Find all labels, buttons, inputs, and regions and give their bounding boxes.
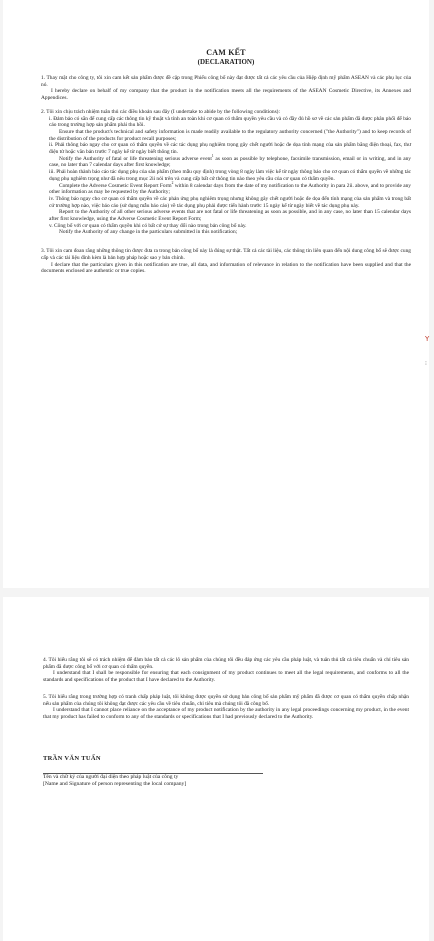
section-3: [41, 248, 411, 275]
signature-caption-en: [Name and Signature of person representing the local company]: [43, 780, 187, 787]
signature-caption-vi: Tên và chữ ký của người đại diện theo pháp luật của công ty: [43, 773, 179, 780]
item-v-vi: v. Công bố với cơ quan có thẩm quyền khi có bất cứ sự thay đổi nào trong bản công bố này.: [49, 222, 247, 229]
document-subtitle: (DECLARATION): [197, 58, 255, 66]
item-ii-en-b: as soon as possible by telephone, facsimile transmission, email or in writing, and in any case, no later than 7 calendar days after first knowledge;: [49, 155, 411, 169]
item-i-vi: i. Đảm bảo có sẵn để cung cấp các thông tin kỹ thuật và tính an toàn khi cơ quan có thẩm quyền yêu cầu và có đầy đủ hồ sơ về các sản phẩm đã được phân phối để báo cáo trong trường hợp sản phẩm phải thu hồi.: [49, 115, 411, 129]
footnote-ref-1: 1: [211, 153, 214, 158]
item-v-en: Notify the Authority of any change in the particulars submitted in this notification;: [59, 229, 238, 236]
item-iv-en: Report to the Authority of all other serious adverse events that are not fatal or life threatening as soon as possible, and in any case, no later than 15 calendar days after first knowledge, using the Adverse Cosmetic Event Report Form;: [49, 209, 411, 223]
item-ii-en: [49, 153, 411, 169]
item-ii-en-a: Notify the Authority of fatal or life threatening serious adverse event: [59, 155, 212, 162]
item-iii-en-a: Complete the Adverse Cosmetic Event Report Form: [59, 182, 172, 189]
section-4-en: I understand that I shall be responsible for ensuring that each consignment of my product continues to meet all the legal requirements, and conforms to all the standards and specifications of the product that I have declared to the Authority.: [43, 670, 409, 684]
item-iii-vi: iii. Phải hoàn thành báo cáo tác dụng phụ của sản phẩm (theo mẫu quy định) trong vòng 8 ngày làm việc kể từ ngày thông báo cho cơ quan có thẩm quyền về những tác dụng phụ nghiêm trọng như đã nêu trong mục 2ii nói trên và cung cấp bất cứ thông tin nào theo yêu cầu của cơ quan có thẩm quyền.: [49, 169, 411, 182]
section-5: [43, 694, 409, 721]
section-4-vi: 4. Tôi hiểu rằng tôi sẽ có trách nhiệm để đảm bảo tất cả các lô sản phẩm của chúng tôi đều đáp ứng các yêu cầu pháp luật, và tuân thủ tất cả tiêu chuẩn và chỉ tiêu sản phẩm đã được công bố với cơ quan có thẩm quyền.: [43, 657, 409, 670]
item-iii-en: [49, 180, 411, 196]
section-2: [41, 109, 411, 236]
section-3-en: I declare that the particulars given in this notification are true, all data, and information of relevance in relation to the notification have been supplied and that the documents enclosed are authentic or true copies.: [41, 261, 411, 275]
section-1: [41, 75, 411, 102]
margin-mark: Y: [425, 335, 430, 343]
margin-smudge-icon: ⁝: [425, 360, 427, 367]
section-1-vi: 1. Thay mặt cho công ty, tôi xin cam kết sản phẩm được đề cập trong Phiếu công bố này đạt được tất cả các yêu cầu của Hiệp định mỹ phẩm ASEAN và các phụ lục của nó.: [41, 75, 411, 88]
item-i-en: Ensure that the product's technical and safety information is made readily available to the regulatory authority concerned ("the Authority") and to keep records of the distribution of the products for product recall purposes;: [49, 128, 411, 142]
section-2-intro: 2. Tôi xin chịu trách nhiệm tuân thủ các điều khoản sau đây (I undertake to abide by the following conditions):: [41, 108, 280, 115]
footnote-ref-2: 2: [171, 180, 174, 185]
item-iii-en-b: within 8 calendar days from the date of my notification to the Authority in para 2ii. above, and to provide any other information as may be requested by the Authority;: [49, 182, 411, 196]
section-1-en: I hereby declare on behalf of my company that the product in the notification meets all the requirements of the ASEAN Cosmetic Directive, its Annexes and Appendices.: [41, 88, 411, 102]
item-iv-vi: iv. Thông báo ngay cho cơ quan có thẩm quyền về các phản ứng phụ nghiêm trọng nhưng không gây chết người hoặc đe dọa đến tính mạng của sản phẩm và trong bất cứ trường hợp nào, việc báo cáo (sử dụng mẫu báo cáo) về tác dụng phụ phải được tiến hành trước 15 ngày kể từ ngày biết về tác dụng phụ này.: [49, 195, 411, 209]
section-2-items: [49, 116, 411, 237]
signatory-name: TRẦN VĂN TUẤN: [43, 754, 101, 762]
document-title: CAM KẾT: [206, 48, 246, 57]
item-ii-vi: ii. Phải thông báo ngay cho cơ quan có thẩm quyền về các tác dụng phụ nghiêm trọng gây chết người hoặc đe dọa tính mạng của sản phẩm bằng điện thoại, fax, thư điện tử hoặc văn bản trước 7 ngày kể từ ngày biết thông tin.: [49, 142, 411, 156]
section-5-vi: 5. Tôi hiểu rằng trong trường hợp có tranh chấp pháp luật, tôi không được quyền sử dụng bản công bố sản phẩm mỹ phẩm đã được cơ quan có thẩm quyền chấp nhận nếu sản phẩm của chúng tôi không đạt được các yêu cầu về tiêu chuẩn, chỉ tiêu mà chúng tôi đã công bố.: [43, 693, 409, 707]
section-3-vi: 3. Tôi xin cam đoan rằng những thông tin được đưa ra trong bản công bố này là đúng sự thật. Tất cả các tài liệu, các thông tin liên quan đến nội dung công bố sẽ được cung cấp và các tài liệu đính kèm là bản hợp pháp hoặc sao y bản chính.: [41, 248, 411, 261]
document-page-1: [3, 0, 429, 588]
section-5-en: I understand that I cannot place reliance on the acceptance of my product notification by the authority in any legal proceedings concerning my product, in the event that my product has failed to conform to any of the standards or specifications that I had previously declared to the Authority.: [43, 707, 409, 720]
section-4: [43, 657, 409, 684]
document-page-2: [3, 597, 429, 941]
